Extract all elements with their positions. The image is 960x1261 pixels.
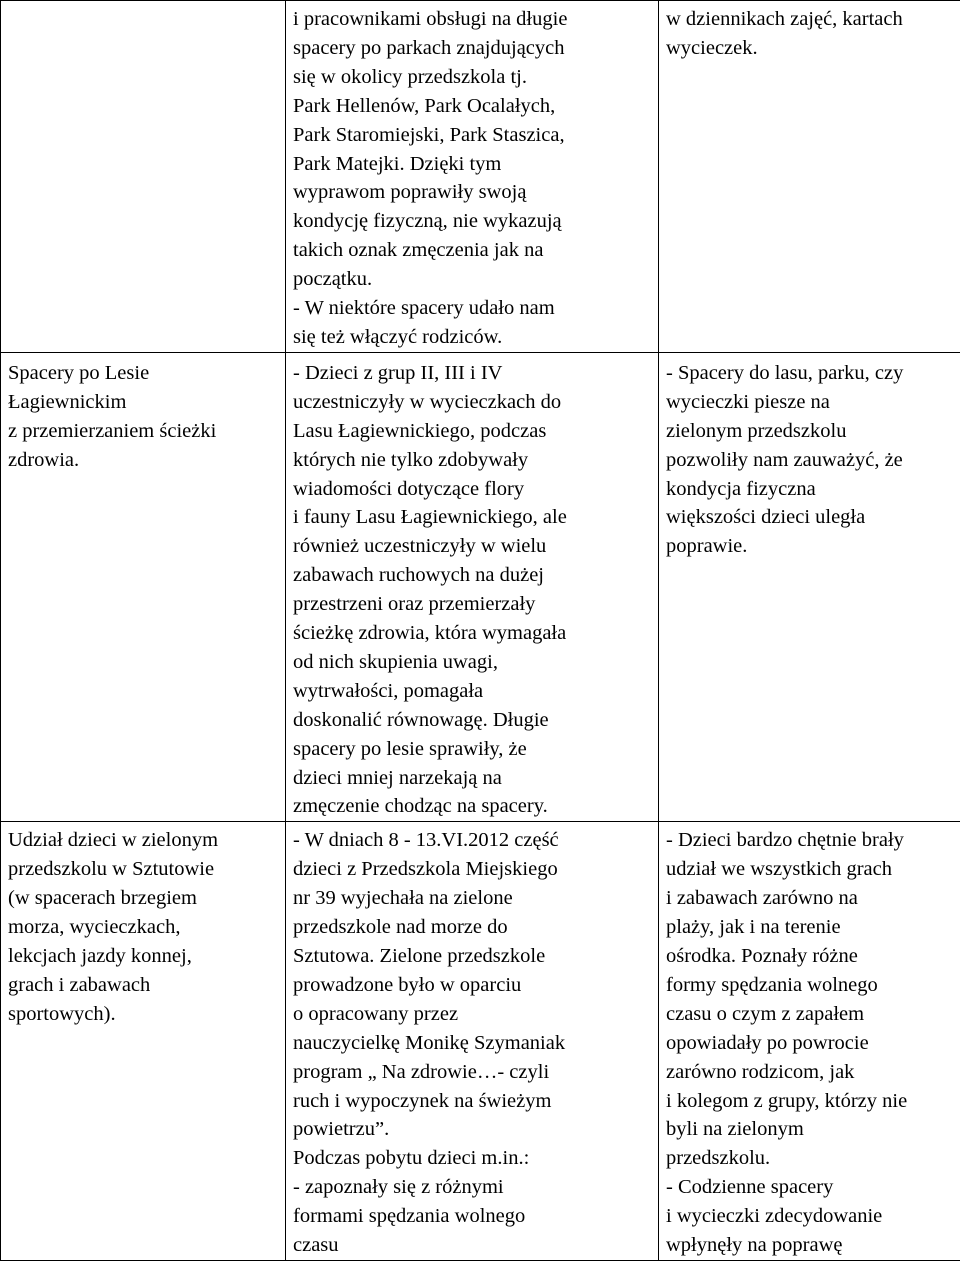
- text-line: i pracownikami obsługi na długie: [293, 5, 651, 34]
- text-line: - Codzienne spacery: [666, 1173, 960, 1202]
- text-line: w dziennikach zajęć, kartach: [666, 5, 960, 34]
- text-line: przedszkolu.: [666, 1144, 960, 1173]
- text-line: o opracowany przez: [293, 1000, 651, 1029]
- text-line: powietrzu”.: [293, 1115, 651, 1144]
- text-line: z przemierzaniem ścieżki: [8, 417, 278, 446]
- description-cell: [286, 352, 659, 822]
- text-line: zarówno rodzicom, jak: [666, 1058, 960, 1087]
- text-line: i fauny Lasu Łagiewnickiego, ale: [293, 503, 651, 532]
- text-line: plaży, jak i na terenie: [666, 913, 960, 942]
- description-cell: [286, 822, 659, 1261]
- text-line: kondycja fizyczna: [666, 475, 960, 504]
- text-line: przestrzeni oraz przemierzały: [293, 590, 651, 619]
- text-line: przedszkolu w Sztutowie: [8, 855, 278, 884]
- text-line: wytrwałości, pomagała: [293, 677, 651, 706]
- text-line: również uczestniczyły w wielu: [293, 532, 651, 561]
- table-row: [1, 1, 960, 353]
- text-line: lekcjach jazdy konnej,: [8, 942, 278, 971]
- table-row: [1, 352, 960, 822]
- table-row: [1, 822, 960, 1261]
- text-line: ścieżkę zdrowia, która wymagała: [293, 619, 651, 648]
- text-line: Park Hellenów, Park Ocalałych,: [293, 92, 651, 121]
- text-line: - W niektóre spacery udało nam: [293, 294, 651, 323]
- text-line: poprawie.: [666, 532, 960, 561]
- text-line: dzieci mniej narzekają na: [293, 764, 651, 793]
- text-line: nauczycielkę Monikę Szymaniak: [293, 1029, 651, 1058]
- text-line: morza, wycieczkach,: [8, 913, 278, 942]
- text-line: Park Matejki. Dzięki tym: [293, 150, 651, 179]
- text-line: i wycieczki zdecydowanie: [666, 1202, 960, 1231]
- outcome-cell: [659, 352, 960, 822]
- text-line: grach i zabawach: [8, 971, 278, 1000]
- text-line: ruch i wypoczynek na świeżym: [293, 1087, 651, 1116]
- text-line: Lasu Łagiewnickiego, podczas: [293, 417, 651, 446]
- text-line: Podczas pobytu dzieci m.in.:: [293, 1144, 651, 1173]
- text-line: spacery po lesie sprawiły, że: [293, 735, 651, 764]
- text-line: zdrowia.: [8, 446, 278, 475]
- text-line: nr 39 wyjechała na zielone: [293, 884, 651, 913]
- activity-cell: [1, 352, 286, 822]
- text-line: i zabawach zarówno na: [666, 884, 960, 913]
- text-line: wyprawom poprawiły swoją: [293, 178, 651, 207]
- text-line: się w okolicy przedszkola tj.: [293, 63, 651, 92]
- text-line: początku.: [293, 265, 651, 294]
- text-line: wiadomości dotyczące flory: [293, 475, 651, 504]
- text-line: zmęczenie chodząc na spacery.: [293, 792, 651, 821]
- text-line: czasu o czym z zapałem: [666, 1000, 960, 1029]
- outcome-cell: [659, 822, 960, 1261]
- activity-cell: [1, 822, 286, 1261]
- text-line: program „ Na zdrowie…- czyli: [293, 1058, 651, 1087]
- description-cell: [286, 1, 659, 353]
- text-line: pozwoliły nam zauważyć, że: [666, 446, 960, 475]
- text-line: - Dzieci bardzo chętnie brały: [666, 826, 960, 855]
- text-line: i kolegom z grupy, którzy nie: [666, 1087, 960, 1116]
- text-line: od nich skupienia uwagi,: [293, 648, 651, 677]
- text-line: formy spędzania wolnego: [666, 971, 960, 1000]
- text-line: zabawach ruchowych na dużej: [293, 561, 651, 590]
- text-line: (w spacerach brzegiem: [8, 884, 278, 913]
- text-line: Sztutowa. Zielone przedszkole: [293, 942, 651, 971]
- text-line: byli na zielonym: [666, 1115, 960, 1144]
- text-line: przedszkole nad morze do: [293, 913, 651, 942]
- text-line: kondycję fizyczną, nie wykazują: [293, 207, 651, 236]
- text-line: - W dniach 8 - 13.VI.2012 część: [293, 826, 651, 855]
- activity-cell: [1, 1, 286, 353]
- text-line: zielonym przedszkolu: [666, 417, 960, 446]
- text-line: doskonalić równowagę. Długie: [293, 706, 651, 735]
- text-line: sportowych).: [8, 1000, 278, 1029]
- text-line: Spacery po Lesie: [8, 359, 278, 388]
- text-line: - zapoznały się z różnymi: [293, 1173, 651, 1202]
- text-line: Łagiewnickim: [8, 388, 278, 417]
- text-line: takich oznak zmęczenia jak na: [293, 236, 651, 265]
- text-line: których nie tylko zdobywały: [293, 446, 651, 475]
- text-line: wpłynęły na poprawę: [666, 1231, 960, 1260]
- text-line: większości dzieci uległa: [666, 503, 960, 532]
- text-line: - Spacery do lasu, parku, czy: [666, 359, 960, 388]
- text-line: dzieci z Przedszkola Miejskiego: [293, 855, 651, 884]
- text-line: czasu: [293, 1231, 651, 1260]
- text-line: się też włączyć rodziców.: [293, 323, 651, 352]
- text-line: opowiadały po powrocie: [666, 1029, 960, 1058]
- text-line: spacery po parkach znajdujących: [293, 34, 651, 63]
- text-line: uczestniczyły w wycieczkach do: [293, 388, 651, 417]
- text-line: udział we wszystkich grach: [666, 855, 960, 884]
- text-line: - Dzieci z grup II, III i IV: [293, 359, 651, 388]
- text-line: ośrodka. Poznały różne: [666, 942, 960, 971]
- text-line: wycieczki piesze na: [666, 388, 960, 417]
- text-line: Udział dzieci w zielonym: [8, 826, 278, 855]
- text-line: prowadzone było w oparciu: [293, 971, 651, 1000]
- text-line: formami spędzania wolnego: [293, 1202, 651, 1231]
- text-line: Park Staromiejski, Park Staszica,: [293, 121, 651, 150]
- outcome-cell: [659, 1, 960, 353]
- text-line: wycieczek.: [666, 34, 960, 63]
